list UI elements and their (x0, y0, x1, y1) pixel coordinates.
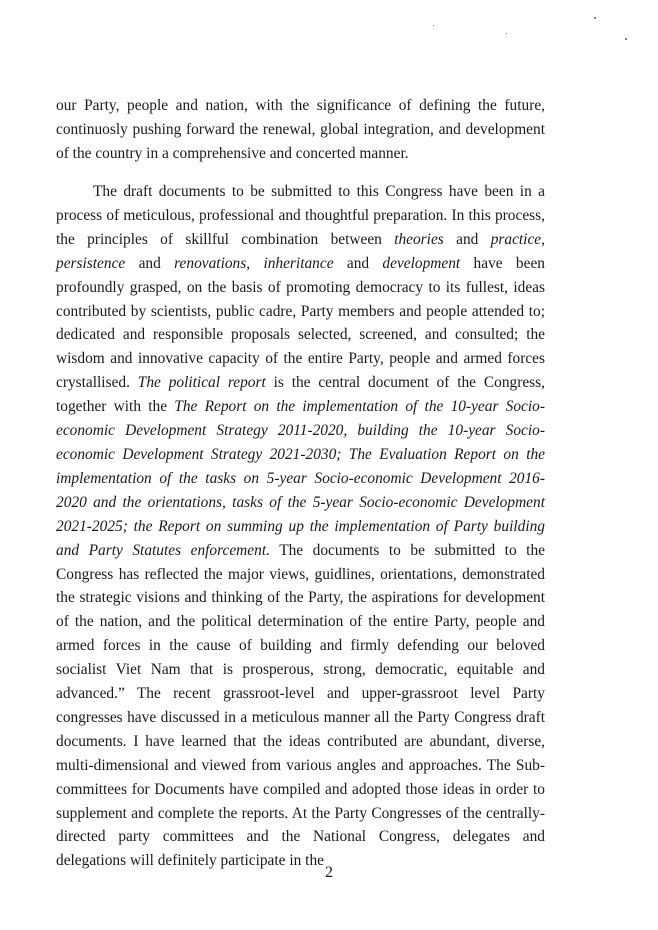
italic-text-run: renovations (174, 254, 247, 272)
page-number: 2 (325, 864, 333, 881)
text-run: and (443, 230, 491, 248)
paragraph-2 (56, 180, 545, 873)
text-run: The draft documents to be submitted to this Congress have been in a process of meticulous, professional and thoughtful preparation. In this process, the principles of skillful combination between (56, 183, 545, 248)
text-run: and (125, 254, 175, 272)
text-run: , (541, 230, 545, 248)
italic-text-run: practice (490, 230, 542, 248)
scan-speck (625, 38, 627, 40)
scan-speck (433, 25, 434, 26)
text-run: and (333, 254, 383, 272)
scan-speck (506, 33, 507, 34)
italic-text-run: The political report (137, 374, 266, 392)
text-run: is the central document of the Congress, together with the (56, 374, 545, 416)
text-run: have been profoundly grasped, on the basis of promoting democracy to its fullest, ideas contributed by scientists, public cadre, Party members and people attended to; dedicated and responsible proposals selected, screened, and consulted; the wisdom and innovative capacity of the entire Party, people and armed forces crystallised. (56, 254, 545, 392)
text-run: , (246, 254, 264, 272)
scan-speck (594, 17, 596, 19)
italic-text-run: development (382, 254, 461, 272)
italic-text-run: inheritance (263, 254, 334, 272)
text-run: our Party, people and nation, with the significance of defining the future, continuosly pushing forward the renewal, global integration, and development of the country in a comprehensive and concerted manner. (56, 97, 545, 162)
paragraph-1 (56, 94, 545, 166)
italic-text-run: theories (394, 230, 444, 248)
text-run: The documents to be submitted to the Congress has reflected the major views, guidlines, orientations, demonstrated the strategic visions and thinking of the Party, the aspirations for development of the nation, and the political determination of the entire Party, people and armed forces in the cause of building and firmly defending our beloved socialist Viet Nam that is prosperous, strong, democratic, equitable and advanced.” The recent grassroot-level and upper-grassroot level Party congresses have discussed in a meticulous manner all the Party Congress draft documents. I have learned that the ideas contributed are abundant, diverse, multi-dimensional and viewed from various angles and approaches. The Sub-committees for Documents have compiled and adopted those ideas in order to supplement and complete the reports. At the Party Congresses of the centrally-directed party committees and the National Congress, delegates and delegations will definitely participate in the (56, 541, 545, 870)
italic-text-run: The Report on the implementation of the 10-year Socio-economic Development Strategy 2011-2020, building the 10-year Socio-economic Development Strategy 2021-2030; The Evaluation Report on the implementation of the tasks on 5-year Socio-economic Development 2016-2020 and the orientations, tasks of the 5-year Socio-economic Development 2021-2025; the Report on summing up the implementation of Party building and Party Statutes enforcement. (56, 398, 545, 559)
italic-text-run: persistence (56, 254, 126, 272)
